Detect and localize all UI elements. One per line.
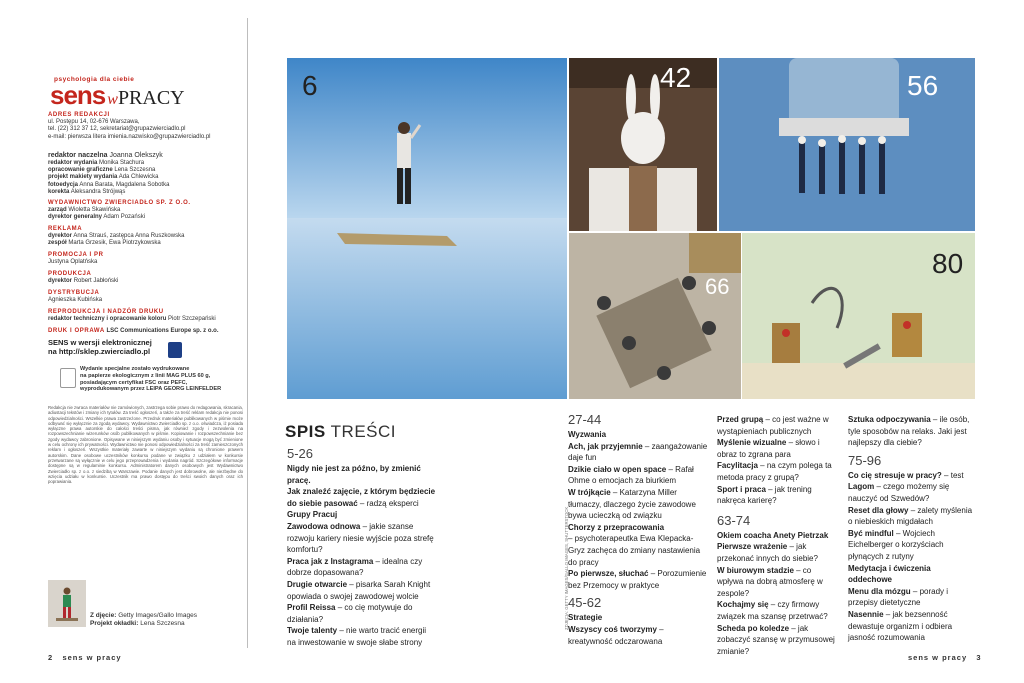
toc-item-bold: Zawodowa odnowa: [287, 521, 361, 531]
toc-item[interactable]: [848, 586, 976, 609]
toc-item-text: – kreatywność odczarowana: [568, 624, 664, 646]
repro-heading: REPRODUKCJA I NADZÓR DRUKU: [48, 309, 164, 315]
staff-name: Aleksandra Strójwąs: [70, 188, 126, 195]
print-name: LSC Communications Europe sp. z o.o.: [106, 328, 219, 334]
page-ref-42: 42: [660, 62, 692, 93]
toc-item-text: – nie warto tracić energii na inwestowanie w swoje słabe strony: [287, 626, 427, 647]
ads-name: Marta Grzesik, Ewa Piotrzykowska: [68, 240, 161, 247]
toc-item-text: – Katarzyna Miller tłumaczy, dlaczego życie zawodowe bywa ucieczką od związku: [568, 487, 696, 521]
photo-credits: [90, 612, 197, 628]
paper-line: Wydanie specjalne zostało wydrukowane: [80, 366, 190, 372]
toc-item-bold: Twoje talenty: [287, 626, 338, 636]
address-line: ul. Postępu 14, 02-676 Warszawa,: [48, 119, 140, 126]
toc-item-text: – co jest ważne w wystąpieniach publicznych: [717, 415, 829, 436]
staff-role: fotoedycja: [48, 181, 79, 188]
toc-item-text: – Wojciech Eichelberger o korzyściach płynących z rutyny: [848, 528, 944, 561]
folio-title: sens w pracy: [62, 653, 122, 662]
page-ref-56: 56: [907, 70, 939, 101]
logo-w: w: [107, 91, 118, 108]
office-image-icon: [569, 233, 741, 399]
toc-item[interactable]: [717, 599, 839, 622]
toc-item-text: – psychoterapeutka Ewa Klepacka-Gryz zachęca do zmiany nastawienia do pracy: [568, 534, 701, 567]
paper-note: [80, 366, 240, 393]
repro-name: Piotr Szczepański: [168, 316, 216, 323]
ads-heading: REKLAMA: [48, 226, 83, 232]
photo-office: [569, 233, 741, 399]
staff-role: redaktor wydania: [48, 160, 98, 166]
toc-item[interactable]: [287, 486, 437, 509]
salt-flat-image-icon: [287, 58, 567, 399]
digital-line-1: SENS w wersji elektronicznej: [48, 338, 152, 347]
staff-block: [48, 151, 238, 196]
toc-range: 27-44: [568, 412, 602, 427]
toc-column-4: [848, 414, 976, 644]
distribution-heading: DYSTRYBUCJA: [48, 290, 100, 296]
toc-item[interactable]: [717, 530, 839, 542]
publisher-name: Adam Pozański: [103, 214, 146, 221]
toc-item-bold: Sztuka odpoczywania: [848, 415, 931, 424]
publisher-block: [48, 200, 238, 222]
photo-salt-flat: [287, 58, 567, 399]
toc-item[interactable]: [568, 533, 710, 568]
credit-value: Getty Images/Gallo Images: [118, 612, 197, 619]
logo-sens: sens: [50, 80, 106, 110]
staff-role: projekt makiety wydania: [48, 174, 118, 181]
toc-item-bold: Grupy Pracuj: [287, 510, 338, 520]
toc-item-bold: Ach, jak przyjemnie: [568, 441, 643, 451]
publisher-heading: WYDAWNICTWO ZWIERCIADŁO SP. Z O.O.: [48, 200, 191, 206]
toc-range: 45-62: [568, 595, 602, 611]
masthead-tagline: psychologia dla ciebie: [54, 76, 135, 83]
toc-item[interactable]: [287, 625, 437, 648]
toc-item-bold: Chorzy z przepracowania: [568, 522, 665, 532]
magazine-logo: [50, 80, 185, 111]
page-number: 3: [976, 653, 982, 662]
publisher-role: zarząd: [48, 207, 67, 214]
toc-title-b: TREŚCI: [330, 422, 397, 441]
credit-value: Lena Szczesna: [140, 620, 185, 627]
toc-item[interactable]: [848, 563, 976, 586]
toc-item-bold: Nigdy nie jest za późno, by zmienić pracę.: [287, 464, 421, 485]
toc-item[interactable]: [848, 609, 976, 644]
toc-item-text: – słowo i obraz to zgrana para: [717, 438, 820, 459]
toc-column-3: [717, 414, 839, 657]
cover-thumbnail: [48, 580, 86, 627]
toc-item[interactable]: [717, 484, 839, 507]
address-heading: ADRES REDAKCJI: [48, 112, 110, 118]
toc-item-text: – radzą eksperci: [357, 498, 419, 508]
toc-item-text: – zalety myślenia o niebieskich migdałach: [848, 505, 973, 527]
toc-item[interactable]: [287, 463, 437, 486]
toc-item-text: – porady i przepisy dietetyczne: [848, 586, 949, 608]
toc-item-bold: W biurowym stadzie: [717, 565, 794, 575]
toc-item-text: – czego możemy się nauczyć od Szwedów?: [848, 482, 950, 503]
toc-item[interactable]: [287, 602, 437, 625]
paper-line: na papierze ekologicznym z linii MAG PLUS 60 g,: [80, 372, 211, 379]
page-ref-66: 66: [705, 274, 730, 299]
toc-item-text: – test: [941, 470, 964, 480]
staff-name: Ada Chlewicka: [118, 174, 159, 181]
staff-name: Lena Szczesna: [114, 167, 156, 174]
address-block: [48, 112, 238, 141]
toc-item-bold: Co cię stresuje w pracy?: [848, 470, 942, 480]
toc-item-text: – idealna czy dobrze dopasowana?: [287, 556, 423, 578]
toc-item-text: – pisarka Sarah Knight opowiada o swojej zawodowej wolcie: [287, 579, 431, 601]
toc-item-text: – jak zobaczyć szansę w przymusowej zmianie?: [717, 623, 835, 656]
toc-range: 5-26: [287, 446, 314, 461]
toc-item[interactable]: [848, 528, 976, 563]
pefc-logo-icon: [168, 342, 182, 358]
photo-credit-text: ZDJĘCIA: GETTY IMAGES/GALLO IMAGES, SHUTTERSTOCK: [564, 506, 569, 630]
toc-item-bold: Profil Reissa: [287, 603, 336, 613]
toc-item[interactable]: [287, 509, 437, 521]
toc-item[interactable]: [717, 460, 839, 483]
toc-item-bold: Reset dla głowy: [848, 505, 909, 515]
toc-item[interactable]: [848, 470, 976, 482]
toc-item-text: – ile osób, tyle sposobów na relaks. Jaki jest najlepszy dla ciebie?: [848, 415, 970, 448]
toc-section: Strategie: [568, 613, 603, 623]
toc-item[interactable]: [287, 556, 437, 579]
address-line: e-mail: pierwsza litera imienia.nazwisko@grupazwierciadlo.pl: [48, 133, 211, 140]
toc-item-bold: Po pierwsze, słuchać: [568, 569, 649, 579]
toc-item-bold: Przed grupą: [717, 415, 764, 424]
digital-link[interactable]: na http://sklep.zwierciadlo.pl: [48, 347, 151, 356]
staff-name: Monika Stachura: [99, 160, 145, 166]
toc-item-text: – jakie szanse rozwoju kariery niesie wyjście poza strefę komfortu?: [287, 521, 434, 555]
fsc-logo-icon: [60, 368, 76, 388]
toc-item-bold: Pierwsze wrażenie: [717, 542, 788, 552]
toc-item-bold: Nasennie: [848, 609, 884, 619]
toc-item[interactable]: [848, 481, 976, 504]
staff-name: Anna Barata, Magdalena Sobotka: [79, 181, 170, 188]
toc-item-bold: Dzikie ciało w open space: [568, 464, 667, 474]
toc-item-bold: Sport i praca: [717, 484, 766, 494]
toc-item[interactable]: [287, 521, 437, 556]
chief-role: redaktor naczelna: [48, 152, 108, 159]
credit-label: Z djęcie:: [90, 612, 117, 619]
production-name: Robert Jabłoński: [73, 278, 119, 285]
toc-item[interactable]: [717, 623, 839, 658]
paper-line: posiadającym certyfikat FSC oraz PEFC,: [80, 379, 188, 386]
toc-item[interactable]: [568, 441, 710, 464]
toc-item-bold: Lagom: [848, 482, 875, 492]
toc-column-1: [287, 446, 437, 649]
promo-block: [48, 252, 238, 266]
folio-title: sens w pracy: [908, 653, 968, 662]
repro-block: [48, 309, 238, 323]
toc-item-bold: Wszyscy coś tworzymy: [568, 624, 657, 634]
toc-item-text: – jak bezsenność dewastuje organizm i odbiera jasność rozumowania: [848, 609, 953, 643]
rabbit-mask-image-icon: [569, 58, 717, 231]
toc-item-text: – jak przekonać innych do siebie?: [717, 542, 818, 563]
toc-item-bold: Facylitacja: [717, 461, 758, 471]
distribution-name: Agnieszka Kubińska: [48, 297, 103, 304]
toc-title: [285, 422, 396, 442]
toc-item-bold: Okiem coacha Anety Pietrzak: [717, 530, 829, 540]
print-block: [48, 328, 238, 335]
production-heading: PRODUKCJA: [48, 271, 92, 277]
staff-role: opracowanie graficzne: [48, 167, 113, 174]
toc-item-text: – zaangażowanie daje fun: [568, 441, 708, 463]
ads-name: Anna Strauś, zastępca Anna Ruszkowska: [73, 233, 185, 240]
staff-role: korekta: [48, 188, 70, 195]
logo-pracy: PRACY: [117, 87, 185, 109]
promo-heading: PROMOCJA I PR: [48, 252, 104, 258]
digital-edition: [48, 338, 178, 356]
toc-item-text: – co wpływa na dobrą atmosferę w zespole?: [717, 565, 823, 598]
toc-item-bold: Medytacja i ćwiczenia oddechowe: [848, 563, 931, 585]
print-heading: DRUK I OPRAWA: [48, 328, 105, 334]
toc-item[interactable]: [568, 464, 710, 487]
legal-fine-print: Redakcja nie zwraca materiałów nie zamówionych, zastrzega sobie prawo do redagowania, skracania, adiustacji tekstów i zmiany ich tytułów. Za treść ogłoszeń, a także za treść reklam redakcja nie ponosi odpowiedzialności. Wszelkie prawa zastrzeżone. Przedruk materiałów publikowanych w piśmie może odbywać się wyłącznie za zgodą wydawcy. Wydawnictwo Zwierciadło sp. z o.o. oświadcza, iż posiada wyłączne prawa autorskie do całości treści pisma, jak również zgody i zezwolenia na rozpowszechnianie wizerunków osób publikowanych w piśmie. Kopiowanie i rozpowszechnianie bez zgody wydawcy zabronione. Opisywane w niniejszym wydaniu osoby i sytuacje mogą być zmienione w celu ochrony ich prywatności. Wydawnictwo nie ponosi odpowiedzialności za treść zamieszczonych reklam i ogłoszeń. Wszystkie materiały zawarte w niniejszym wydaniu są chronione prawem autorskim. Dane osobowe uczestników konkursu podane w związku z udziałem w konkursie przetwarzane są wyłącznie w celu jego przeprowadzenia i wydania nagród. Szczegółowe informacje dostępne są w regulaminie konkursu. Administratorem danych osobowych jest Wydawnictwo Zwierciadło sp. z o.o. z siedzibą w Warszawie. Podanie danych jest dobrowolne, ale niezbędne do wzięcia udziału w konkursie. Uczestnik ma prawo dostępu do treści swoich danych oraz ich poprawiania.: [48, 405, 243, 485]
toc-range: 75-96: [848, 452, 882, 468]
page-ref-6: 6: [302, 70, 318, 101]
ads-role: dyrektor: [48, 233, 73, 240]
photo-rabbit-mask: [569, 58, 717, 231]
toc-section: Wyzwania: [568, 430, 607, 439]
toc-item[interactable]: [848, 505, 976, 528]
ads-role: zespół: [48, 240, 67, 247]
address-line: tel. (22) 312 37 12, sekretariat@grupazwierciadlo.pl: [48, 126, 186, 133]
repro-role: redaktor techniczny i opracowanie koloru: [48, 316, 167, 323]
folio-right: [908, 653, 982, 662]
folio-left: [48, 653, 122, 662]
chief-name: Joanna Olekszyk: [109, 152, 163, 159]
toc-item-text: – co cię motywuje do działania?: [287, 603, 413, 624]
toc-item[interactable]: [568, 568, 710, 591]
credit-label: Projekt okładki:: [90, 620, 139, 627]
production-block: [48, 271, 238, 285]
toc-item-bold: Jak znaleźć zajęcie, z którym będziecie do siebie pasować: [287, 487, 436, 508]
cover-thumbnail-figure-icon: [48, 580, 86, 627]
publisher-name: Wioletta Skawińska: [68, 207, 121, 214]
toc-item[interactable]: [287, 579, 437, 602]
toc-item[interactable]: [717, 541, 839, 564]
distribution-block: [48, 290, 238, 304]
toc-range: 63-74: [717, 512, 751, 528]
toc-item-bold: Myślenie wizualne: [717, 438, 787, 448]
toc-item-bold: Scheda po koledze: [717, 623, 790, 633]
toc-item-text: – Rafał Ohme o emocjach za biurkiem: [568, 464, 694, 486]
toc-column-2: [568, 412, 710, 647]
toc-item[interactable]: [717, 414, 839, 437]
toc-item-text: – na czym polega ta metoda pracy z grupą?: [717, 461, 832, 482]
toc-item-bold: W trójkącie: [568, 487, 611, 497]
ads-block: [48, 226, 238, 248]
toc-item-text: – jak trening nakręca karierę?: [717, 484, 812, 506]
toc-item-bold: Praca jak z Instagrama: [287, 556, 374, 566]
production-role: dyrektor: [48, 278, 73, 285]
toc-item[interactable]: [717, 565, 839, 600]
toc-item[interactable]: [717, 437, 839, 460]
page-number: 2: [48, 653, 54, 662]
gutter-line: [247, 18, 248, 648]
toc-item[interactable]: [568, 624, 710, 647]
toc-item-bold: Drugie otwarcie: [287, 579, 348, 589]
promo-name: Justyna Oplatńska: [48, 259, 98, 266]
toc-item[interactable]: [568, 522, 710, 534]
publisher-role: dyrektor generalny: [48, 214, 103, 221]
toc-item[interactable]: [848, 414, 976, 449]
toc-item-bold: Menu dla mózgu: [848, 586, 911, 596]
toc-item-bold: Kochajmy się: [717, 600, 769, 610]
toc-item-text: – Porozumienie bez Przemocy w praktyce: [568, 569, 707, 590]
toc-item-text: – czy firmowy związek ma szansę przetrwać?: [717, 600, 828, 621]
paper-line: wyprodukowanym przez LEIPA GEORG LEINFELDER: [80, 386, 222, 393]
toc-item-bold: Być mindful: [848, 528, 894, 538]
page-ref-80: 80: [932, 248, 964, 279]
toc-title-a: SPIS: [285, 422, 326, 441]
toc-item[interactable]: [568, 487, 710, 522]
